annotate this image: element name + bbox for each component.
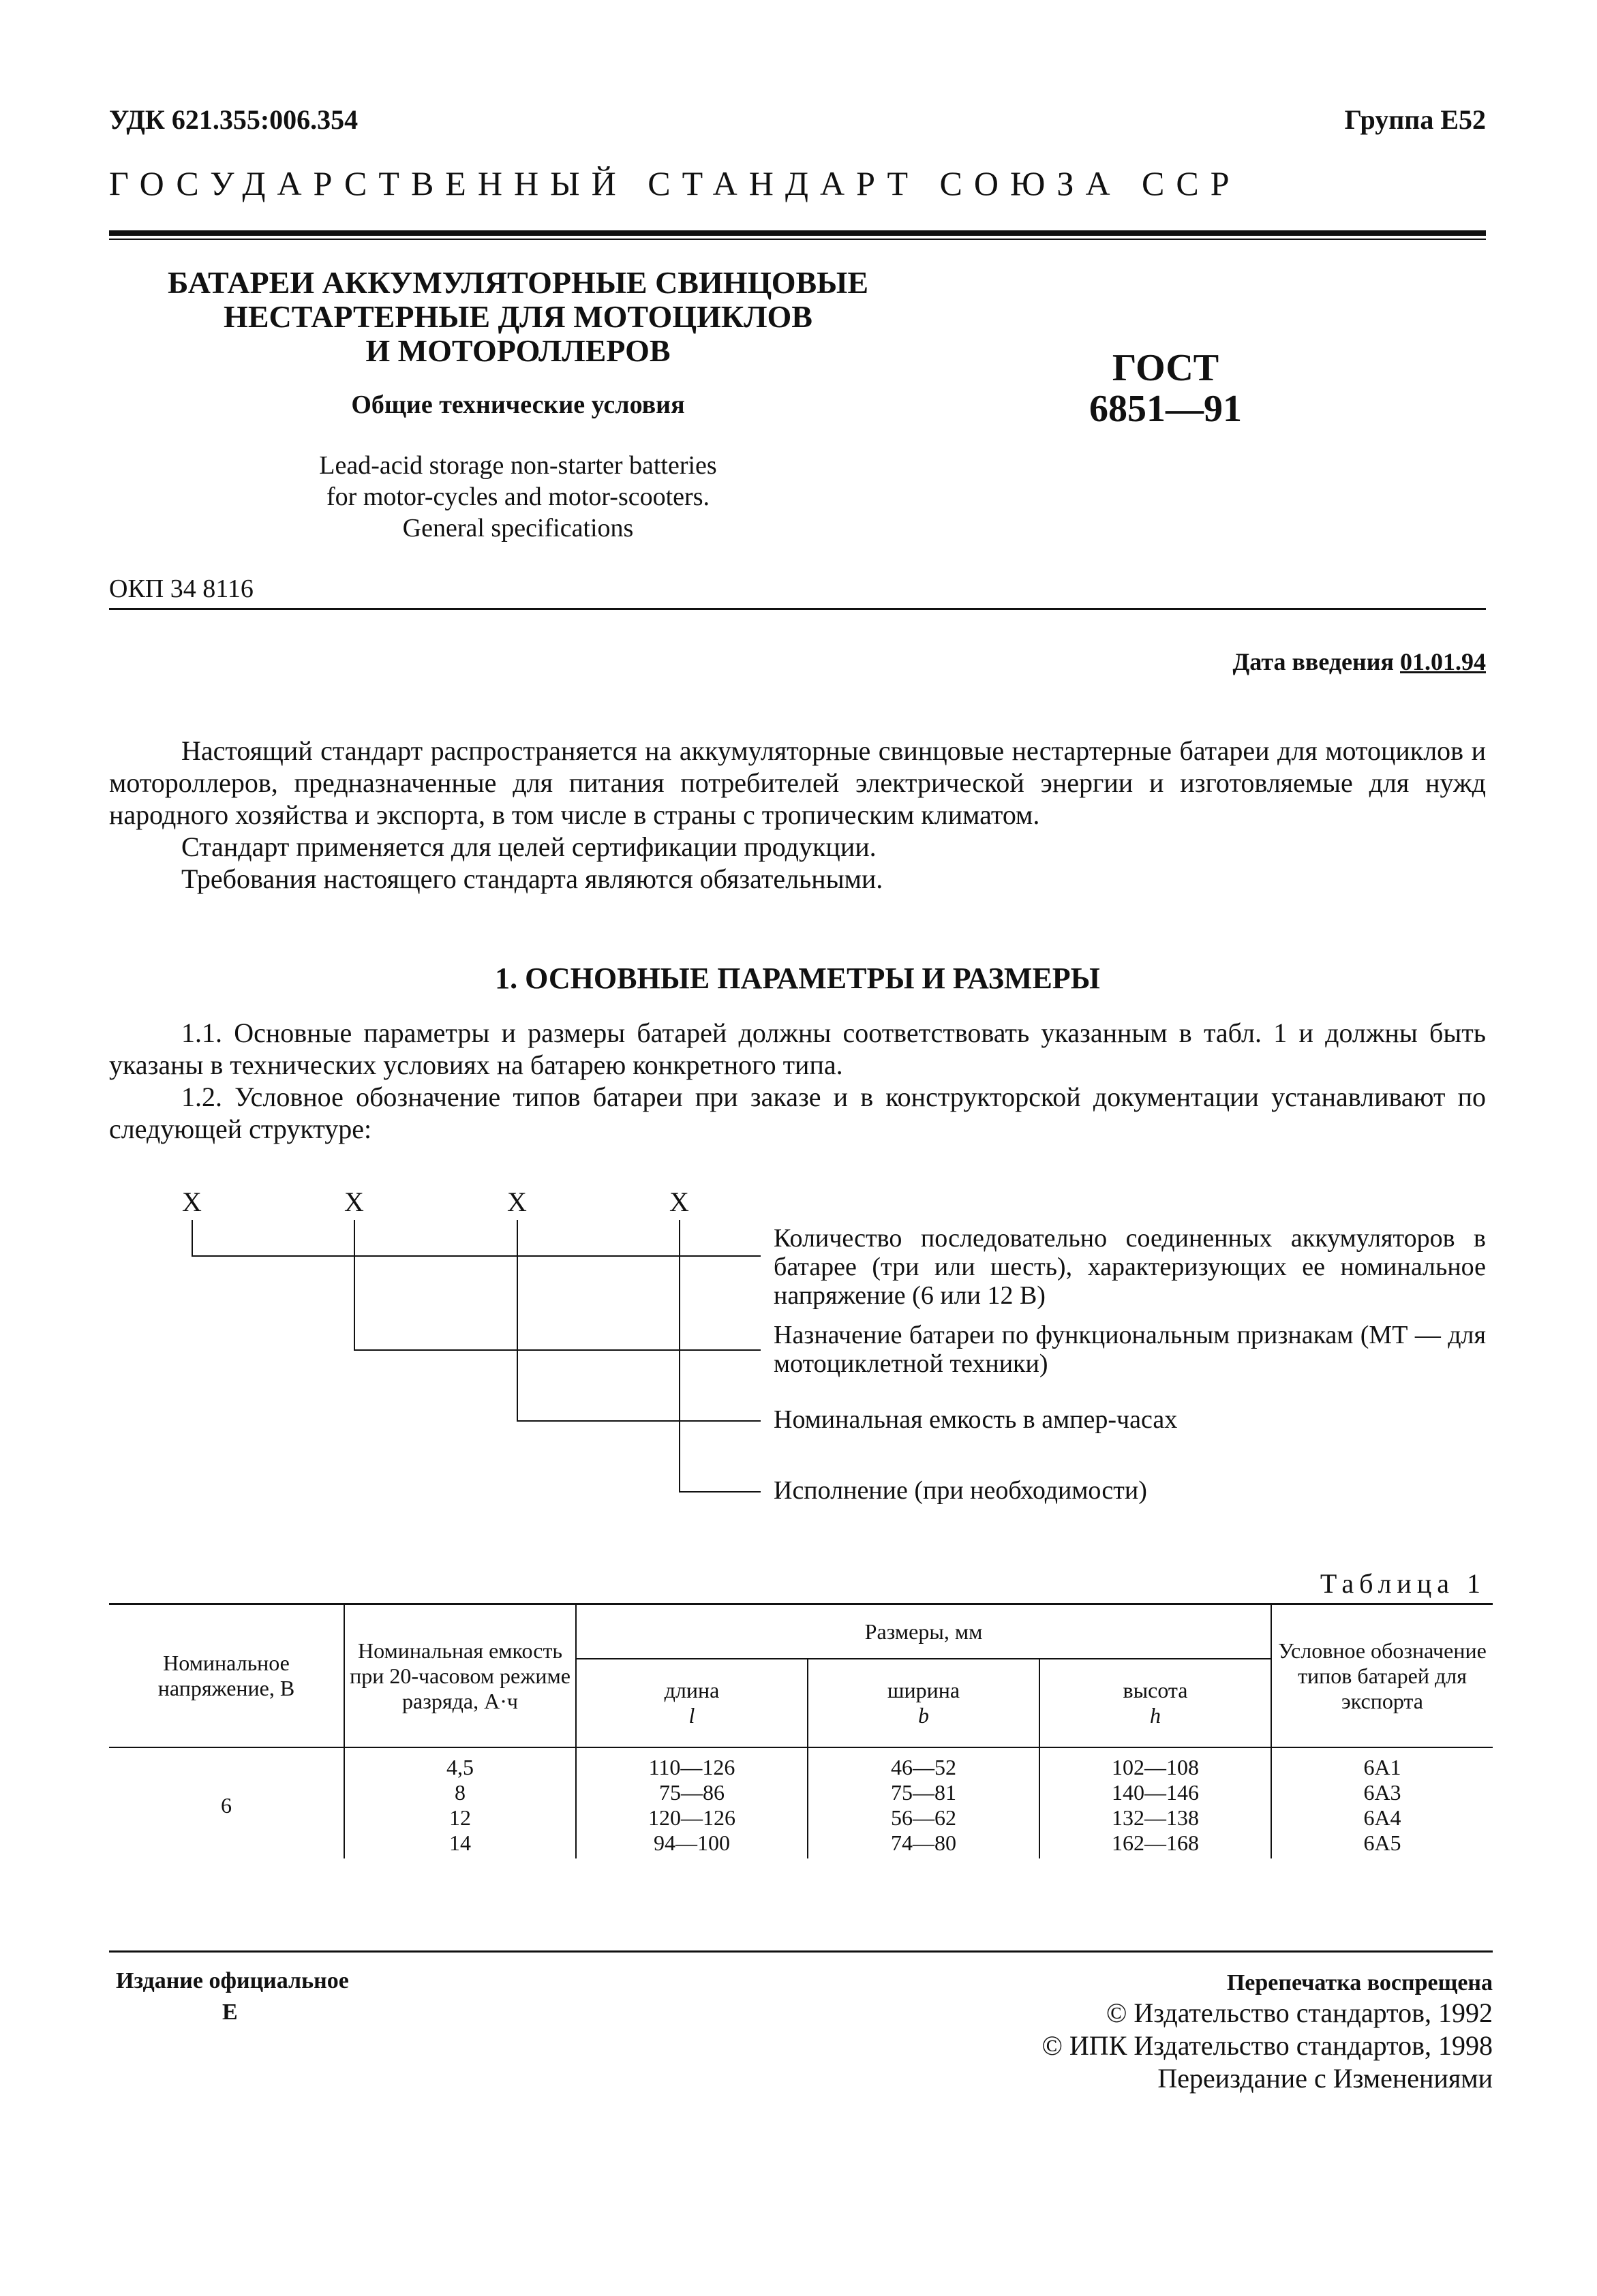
date-label: Дата введения (1232, 648, 1394, 675)
table-header-row-1 (109, 1604, 1493, 1659)
english-title-line-1: Lead-acid storage non-starter batteries (319, 451, 717, 480)
okp-rule (109, 608, 1486, 610)
export-value: 6А3 (1363, 1780, 1401, 1805)
paragraph-1-1: 1.1. Основные параметры и размеры батарей должны соответствовать указанным в табл. 1 и должны быть указаны в технических условиях на батарею конкретного типа. (109, 1017, 1486, 1080)
height-value: 162—168 (1112, 1831, 1199, 1855)
cell-length (576, 1747, 808, 1858)
section-1-heading: 1. ОСНОВНЫЕ ПАРАМЕТРЫ И РАЗМЕРЫ (495, 962, 1100, 995)
header-rule-thin (109, 239, 1486, 240)
title-line-2: НЕСТАРТЕРНЫЕ ДЛЯ МОТОЦИКЛОВ (224, 299, 812, 334)
cell-export (1271, 1747, 1493, 1858)
gost-designation (1063, 348, 1268, 429)
capacity-value: 12 (449, 1805, 471, 1830)
scheme-line-v3 (517, 1220, 518, 1422)
cell-voltage: 6 (109, 1747, 344, 1858)
header-width (808, 1659, 1039, 1747)
intro-paragraph-3: Требования настоящего стандарта являются обязательными. (181, 863, 883, 894)
intro-text (109, 735, 1486, 895)
capacity-value: 4,5 (446, 1755, 474, 1779)
copyright-1992: © Издательство стандартов, 1992 (1106, 1997, 1493, 2028)
edition-letter: Е (222, 2000, 238, 2025)
export-value: 6А5 (1363, 1831, 1401, 1855)
length-value: 110—126 (648, 1755, 735, 1779)
parameters-table (109, 1603, 1493, 1858)
scheme-line-h1 (192, 1255, 761, 1257)
scheme-desc-purpose: Назначение батареи по функциональным признакам (МТ — для мотоциклетной техники) (774, 1321, 1486, 1378)
table-caption: Таблица 1 (1320, 1568, 1486, 1599)
table-row (109, 1747, 1493, 1858)
okp-code: ОКП 34 8116 (109, 575, 254, 603)
title-line-3: И МОТОРОЛЛЕРОВ (365, 333, 671, 368)
section-1-text (109, 1017, 1486, 1145)
paragraph-1-2: 1.2. Условное обозначение типов батареи при заказе и в конструкторской документации устанавливают по следующей структуре: (109, 1082, 1486, 1144)
gost-label: ГОСТ (1112, 347, 1219, 389)
group-code: Группа Е52 (1344, 104, 1486, 135)
cell-width (808, 1747, 1039, 1858)
export-value: 6А4 (1363, 1805, 1401, 1830)
state-standard-heading: ГОСУДАРСТВЕННЫЙ СТАНДАРТ СОЮЗА ССР (109, 164, 1241, 202)
length-value: 75—86 (659, 1780, 725, 1805)
header-height (1039, 1659, 1271, 1747)
scheme-line-v2 (354, 1220, 355, 1351)
introduction-date (1091, 647, 1486, 676)
title-line-1: БАТАРЕИ АККУМУЛЯТОРНЫЕ СВИНЦОВЫЕ (167, 265, 869, 300)
footer-rule (109, 1950, 1493, 1953)
width-value: 75—81 (891, 1780, 956, 1805)
header-length-label: длина (664, 1678, 720, 1702)
header-width-label: ширина (887, 1678, 960, 1702)
width-value: 46—52 (891, 1755, 956, 1779)
height-value: 102—108 (1112, 1755, 1199, 1779)
header-export: Условное обозначение типов батарей для экспорта (1271, 1604, 1493, 1748)
english-title-line-2: for motor-cycles and motor-scooters. (326, 483, 710, 511)
scheme-x-2: Х (344, 1187, 364, 1217)
cell-capacity (344, 1747, 576, 1858)
scheme-line-h2 (354, 1349, 761, 1351)
header-capacity: Номинальная емкость при 20-часовом режиме разряда, А·ч (344, 1604, 576, 1748)
header-length-symbol: l (688, 1703, 695, 1728)
header-height-symbol: h (1150, 1703, 1161, 1728)
gost-number: 6851—91 (1089, 388, 1242, 430)
header-sizes: Размеры, мм (576, 1604, 1271, 1659)
copyright-1998: © ИПК Издательство стандартов, 1998 (1041, 2030, 1493, 2061)
document-subtitle: Общие технические условия (351, 391, 685, 419)
header-voltage: Номинальное напряжение, В (109, 1604, 344, 1748)
official-edition: Издание официальное (116, 1968, 349, 1993)
scheme-line-v1 (192, 1220, 193, 1257)
header-height-label: высота (1123, 1678, 1188, 1702)
english-title-line-3: General specifications (402, 514, 634, 542)
scheme-x-4: Х (669, 1187, 689, 1217)
english-title (157, 450, 879, 544)
header-width-symbol: b (918, 1703, 929, 1728)
capacity-value: 14 (449, 1831, 471, 1855)
scheme-x-1: Х (182, 1187, 202, 1217)
scheme-line-h4 (679, 1491, 761, 1493)
intro-paragraph-1: Настоящий стандарт распространяется на аккумуляторные свинцовые нестартерные батареи для мотоциклов и мотороллеров, предназначенные для питания потребителей электрической энергии и изготовляемые для нужд народного хозяйства и экспорта, в том числе в страны с тропическим климатом. (109, 735, 1486, 830)
capacity-value: 8 (455, 1780, 466, 1805)
date-value: 01.01.94 (1400, 648, 1486, 675)
scheme-desc-version: Исполнение (при необходимости) (774, 1476, 1147, 1505)
udk-code: УДК 621.355:006.354 (109, 104, 359, 135)
height-value: 140—146 (1112, 1780, 1199, 1805)
scheme-desc-cells: Количество последовательно соединенных аккумуляторов в батарее (три или шесть), характеризующих ее номинальное напряжение (6 или 12 В) (774, 1224, 1486, 1310)
width-value: 74—80 (891, 1831, 956, 1855)
length-value: 120—126 (648, 1805, 735, 1830)
export-value: 6А1 (1363, 1755, 1401, 1779)
no-reprint-notice: Перепечатка воспрещена (1226, 1970, 1493, 1995)
intro-paragraph-2: Стандарт применяется для целей сертификации продукции. (181, 831, 877, 862)
scheme-line-v4 (679, 1220, 680, 1493)
scheme-x-3: Х (507, 1187, 527, 1217)
height-value: 132—138 (1112, 1805, 1199, 1830)
scheme-desc-capacity: Номинальная емкость в ампер-часах (774, 1405, 1178, 1434)
header-length (576, 1659, 808, 1747)
cell-height (1039, 1747, 1271, 1858)
length-value: 94—100 (654, 1831, 730, 1855)
document-title (157, 266, 879, 368)
width-value: 56—62 (891, 1805, 956, 1830)
header-rule-thick (109, 230, 1486, 236)
scheme-line-h3 (517, 1420, 761, 1422)
reissue-note: Переиздание с Изменениями (1157, 2063, 1493, 2094)
